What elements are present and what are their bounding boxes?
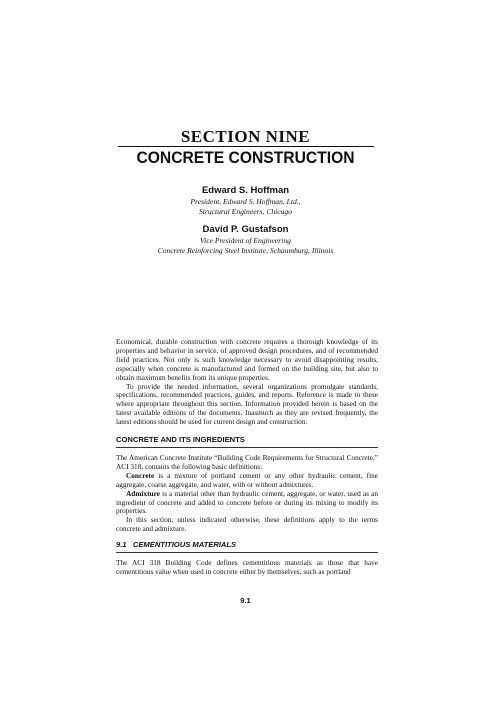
heading-rule — [116, 552, 378, 553]
ingredients-text — [116, 454, 378, 534]
definition-admixture — [116, 490, 378, 517]
definition-concrete — [116, 472, 378, 490]
author-block-2 — [0, 224, 491, 255]
intro-text — [116, 338, 378, 427]
section-heading: CONCRETE AND ITS INGREDIENTS — [116, 435, 245, 444]
author-block-1 — [0, 185, 491, 216]
author-affiliation: Structural Engineers, Chicago — [198, 206, 293, 216]
author-name: David P. Gustafson — [202, 224, 289, 235]
author-affiliation: President, Edward S. Hoffman, Ltd., — [190, 197, 301, 206]
subsection-heading: 9.1 CEMENTITIOUS MATERIALS — [116, 540, 237, 549]
cementitious-text — [116, 559, 378, 577]
definition: is a material other than hydraulic cement, aggregate, or water, used as an ingredient of concrete and added to concrete before or during its mixing to modify its properties. — [116, 488, 378, 516]
author-affiliation: Concrete Reinforcing Steel Institute, Schaumburg, Illinois — [157, 245, 334, 255]
term: Concrete — [126, 470, 155, 480]
paragraph: The ACI 318 Building Code defines cementitious materials as those that have cementitious value when used in concrete either by themselves, such as portland — [116, 558, 378, 576]
page-number: 9.1 — [240, 596, 251, 605]
section-number: SECTION NINE — [180, 127, 311, 146]
author-affiliation: Vice President of Engineering — [200, 236, 291, 245]
section-title: CONCRETE CONSTRUCTION — [136, 148, 355, 167]
paragraph: To provide the needed information, several organizations promulgate standards, specifications, recommended practices, guides, and reports. Reference is made to these where appropriate throughout this section. Information provided herein is based on the latest available editions of the documents. Inasmuch as they are revised frequently, the latest editions should be used for current design and construction. — [116, 381, 378, 427]
term: Admixture — [126, 488, 160, 498]
paragraph: The American Concrete Institute “Building Code Requirements for Structural Concrete,” ACI 318, contains the following basic definitions: — [116, 453, 378, 471]
paragraph: In this section, unless indicated otherwise, these definitions apply to the terms concrete and admixture. — [116, 515, 378, 534]
definition: is a mixture of portland cement or any other hydraulic cement, fine aggregate, coarse aggregate, and water, with or without admixtures. — [116, 470, 378, 489]
paragraph: Economical, durable construction with concrete requires a thorough knowledge of its properties and behavior in service, of approved design procedures, and of recommended field practices. Not only is such knowledge necessary to avoid disappointing results, especially when concrete is manufactured and formed on the building site, but also to obtain maximum benefits from its unique properties. — [116, 337, 378, 382]
heading-rule — [116, 447, 378, 448]
title-rule — [118, 146, 374, 147]
author-name: Edward S. Hoffman — [201, 185, 290, 196]
